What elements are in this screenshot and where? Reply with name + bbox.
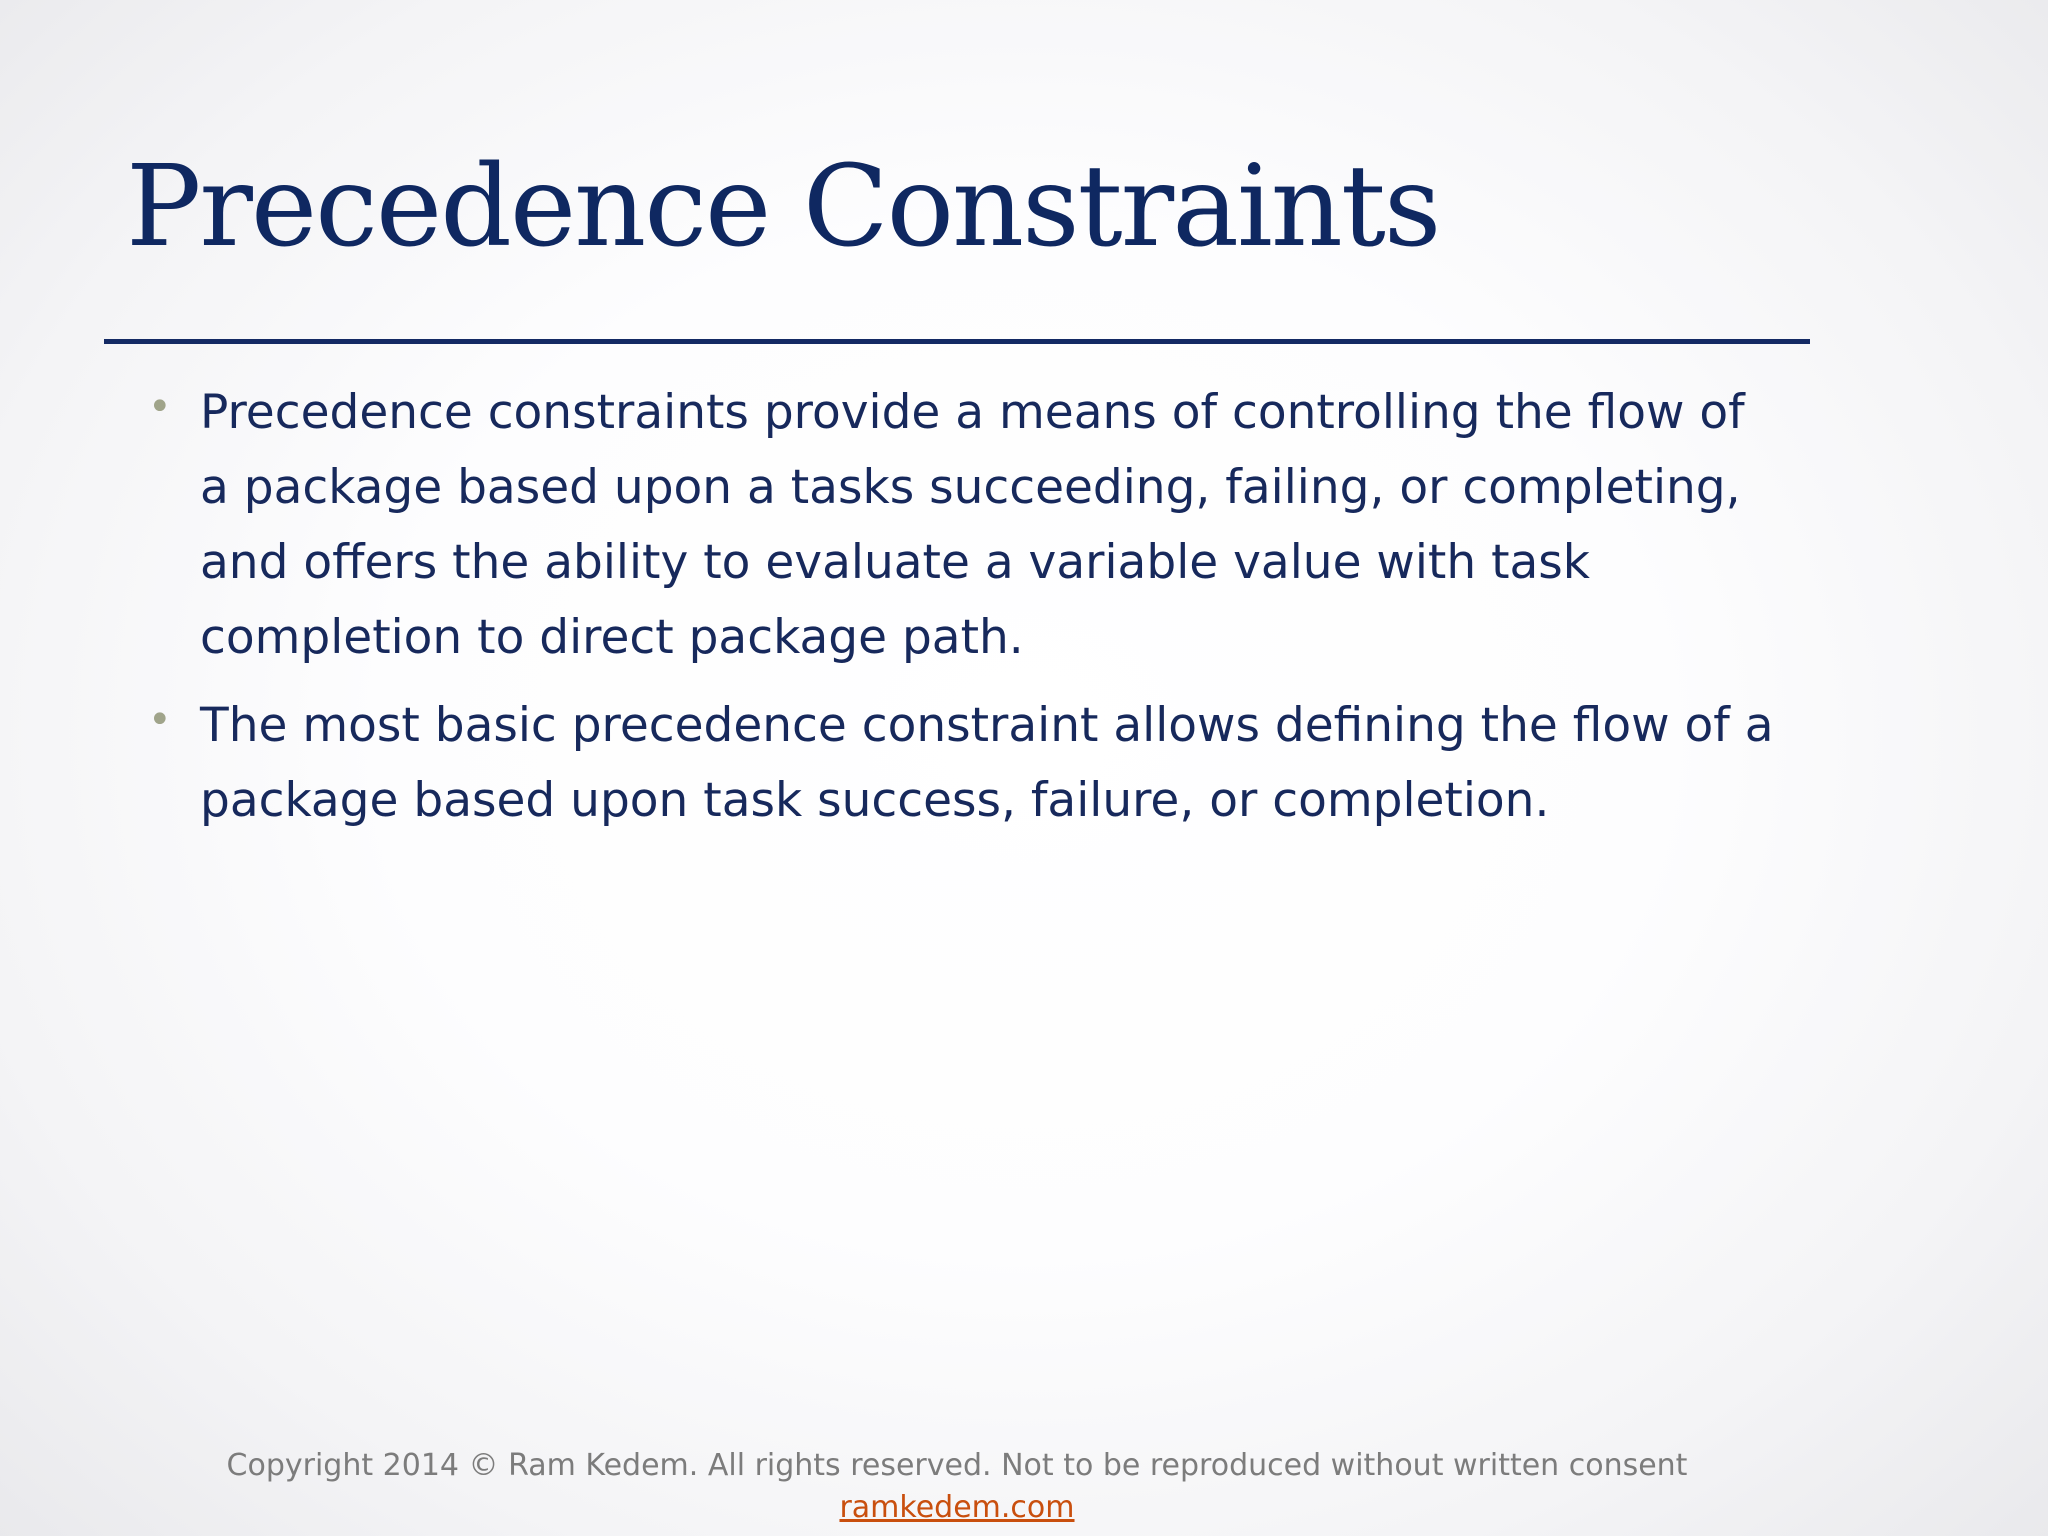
bullet-text: The most basic precedence constraint allows defining the flow of a package based upon task success, failure, or completion. bbox=[200, 698, 1774, 828]
title-divider bbox=[104, 339, 1810, 344]
bullet-text: Precedence constraints provide a means of controlling the flow of a package based upon a tasks succeeding, failing, or completing, and offers the ability to evaluate a variable value with task completion to direct package path. bbox=[200, 385, 1745, 665]
footer bbox=[0, 1444, 1914, 1528]
bullet-dot-icon: • bbox=[148, 697, 172, 743]
bullet-list bbox=[148, 375, 1788, 851]
copyright-notice: Copyright 2014 © Ram Kedem. All rights reserved. Not to be reproduced without written consent bbox=[226, 1448, 1688, 1483]
bullet-item bbox=[148, 375, 1788, 675]
bullet-item bbox=[148, 688, 1788, 838]
website-link[interactable]: ramkedem.com bbox=[839, 1490, 1075, 1525]
bullet-dot-icon: • bbox=[148, 384, 172, 430]
slide-title: Precedence Constraints bbox=[126, 142, 1440, 272]
